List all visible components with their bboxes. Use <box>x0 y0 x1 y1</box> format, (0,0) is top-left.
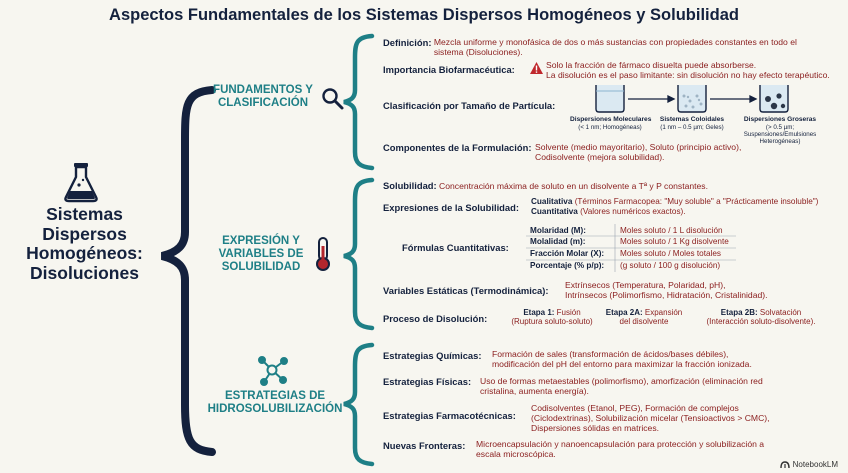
beaker-colloid-icon <box>678 85 706 112</box>
brace-expresion <box>344 180 372 328</box>
category-expresion: EXPRESIÓN Y VARIABLES DE SOLUBILIDAD <box>218 235 304 274</box>
beaker-coarse-icon <box>760 85 788 112</box>
text-componentes-2: Codisolvente (mejora solubilidad). <box>535 152 665 162</box>
text-farmacotecnicas-2: (Ciclodextrinas), Solubilización micelar (Tensioactivos > CMC), <box>531 413 770 423</box>
text-quimicas-2: modificación del pH del entorno para maximizar la fracción ionizada. <box>492 359 752 369</box>
row-solubilidad <box>383 180 708 191</box>
text-variables-2: Intrínsecos (Polimorfismo, Hidratación, Cristalinidad). <box>565 290 768 300</box>
label-componentes: Componentes de la Formulación: <box>383 142 532 153</box>
row-formulas <box>402 242 509 253</box>
label-variables: Variables Estáticas (Termodinámica): <box>383 285 549 296</box>
text-cuantitativa: Cuantitativa (Valores numéricos exactos). <box>531 207 686 216</box>
molecule-icon <box>259 357 287 385</box>
row-farmacotecnicas <box>383 410 516 421</box>
step-1: Etapa 1: Fusión (Ruptura soluto-soluto) <box>511 308 593 327</box>
row-variables <box>383 285 549 296</box>
beaker-label-colloid: Sistemas Coloidales (1 nm – 0.5 µm; Geles) <box>659 116 725 131</box>
text-farmacotecnicas-1: Codisolventes (Etanol, PEG), Formación de complejos <box>531 403 739 413</box>
label-expresiones: Expresiones de la Solubilidad: <box>383 202 519 213</box>
beaker-molecular-icon <box>596 85 624 112</box>
text-importancia-1: Solo la fracción de fármaco disuelta puede absorberse. <box>546 60 757 70</box>
brace-fundamentos <box>344 36 372 168</box>
main-topic: Sistemas Dispersos Homogéneos: Disoluciones <box>26 204 143 283</box>
text-componentes-1: Solvente (medio mayoritario), Soluto (principio activo), <box>535 142 742 152</box>
formula-key-1: Molalidad (m): <box>530 237 586 246</box>
formula-key-3: Porcentaje (% p/p): <box>530 261 605 270</box>
label-clasificacion: Clasificación por Tamaño de Partícula: <box>383 100 556 111</box>
formula-key-0: Molaridad (M): <box>530 226 586 235</box>
label-farmacotecnicas: Estrategias Farmacotécnicas: <box>383 410 516 421</box>
flask-icon <box>65 163 96 201</box>
row-clasificacion <box>383 100 555 111</box>
formula-value-0: Moles soluto / 1 L disolución <box>620 226 723 235</box>
label-fisicas: Estrategias Físicas: <box>383 376 472 387</box>
label-proceso: Proceso de Disolución: <box>383 313 488 324</box>
formula-value-1: Moles soluto / 1 Kg disolvente <box>620 237 729 246</box>
text-fisicas-1: Uso de formas metaestables (polimorfismo), amorfización (eliminación red <box>480 376 763 386</box>
label-importancia: Importancia Biofarmacéutica: <box>383 64 515 75</box>
row-importancia <box>383 64 515 75</box>
text-quimicas-1: Formación de sales (transformación de ácidos/bases débiles), <box>492 349 729 359</box>
text-fisicas-2: cristalina, aumenta energía). <box>480 386 589 396</box>
row-fronteras <box>383 440 465 451</box>
label-definicion: Definición: <box>383 37 432 48</box>
formula-value-3: (g soluto / 100 g disolución) <box>620 261 721 270</box>
page-title: Aspectos Fundamentales de los Sistemas Dispersos Homogéneos y Solubilidad <box>109 6 739 24</box>
text-farmacotecnicas-3: Dispersiones sólidas en matrices. <box>531 423 660 433</box>
label-formulas: Fórmulas Cuantitativas: <box>402 242 509 253</box>
text-definicion: Mezcla uniforme y monofásica de dos o más sustancias con propiedades constantes en todo el sistema (Disoluciones). <box>433 37 797 58</box>
warning-icon <box>530 62 543 74</box>
logo-text: NotebookLM <box>792 460 838 469</box>
thermometer-icon <box>317 238 329 270</box>
row-quimicas <box>383 350 481 361</box>
beaker-label-molecular: Dispersiones Moleculares (< 1 nm; Homogéneas) <box>570 116 652 131</box>
text-fronteras-2: escala microscópica. <box>476 449 556 459</box>
category-estrategias: ESTRATEGIAS DE HIDROSOLUBILIZACIÓN <box>207 390 343 416</box>
text-importancia-2: La disolución es el paso limitante: sin disolución no hay efecto terapéutico. <box>546 70 830 80</box>
label-fronteras: Nuevas Fronteras: <box>383 440 466 451</box>
notebooklm-icon <box>780 461 790 469</box>
text-variables-1: Extrínsecos (Temperatura, Polaridad, pH), <box>565 280 726 290</box>
beaker-label-coarse: Dispersiones Groseras (> 0.5 µm; Suspensiones/Emulsiones Heterogéneas) <box>743 116 817 145</box>
text-fronteras-1: Microencapsulación y nanoencapsulación para protección y solubilización a <box>476 439 765 449</box>
step-2a: Etapa 2A: Expansión del disolvente <box>605 308 683 327</box>
label-solubilidad: Solubilidad: <box>383 180 437 191</box>
text-cualitativa: Cualitativa (Términos Farmacopea: "Muy soluble" a "Prácticamente insoluble") <box>531 197 819 206</box>
formula-value-2: Moles soluto / Moles totales <box>620 249 722 258</box>
formula-table-lines <box>526 224 744 274</box>
label-quimicas: Estrategias Químicas: <box>383 350 482 361</box>
row-expresiones <box>383 202 519 213</box>
row-definicion <box>383 37 814 57</box>
text-solubilidad: Concentración máxima de soluto en un disolvente a Tª y P constantes. <box>439 181 708 191</box>
notebooklm-logo <box>780 460 838 469</box>
row-proceso <box>383 313 487 324</box>
formula-key-2: Fracción Molar (X): <box>530 249 605 258</box>
row-fisicas <box>383 376 471 387</box>
row-componentes <box>383 142 531 153</box>
step-2b: Etapa 2B: Solvatación (Interacción soluto-disolvente). <box>706 308 816 327</box>
category-fundamentos: FUNDAMENTOS Y CLASIFICACIÓN <box>213 84 313 110</box>
